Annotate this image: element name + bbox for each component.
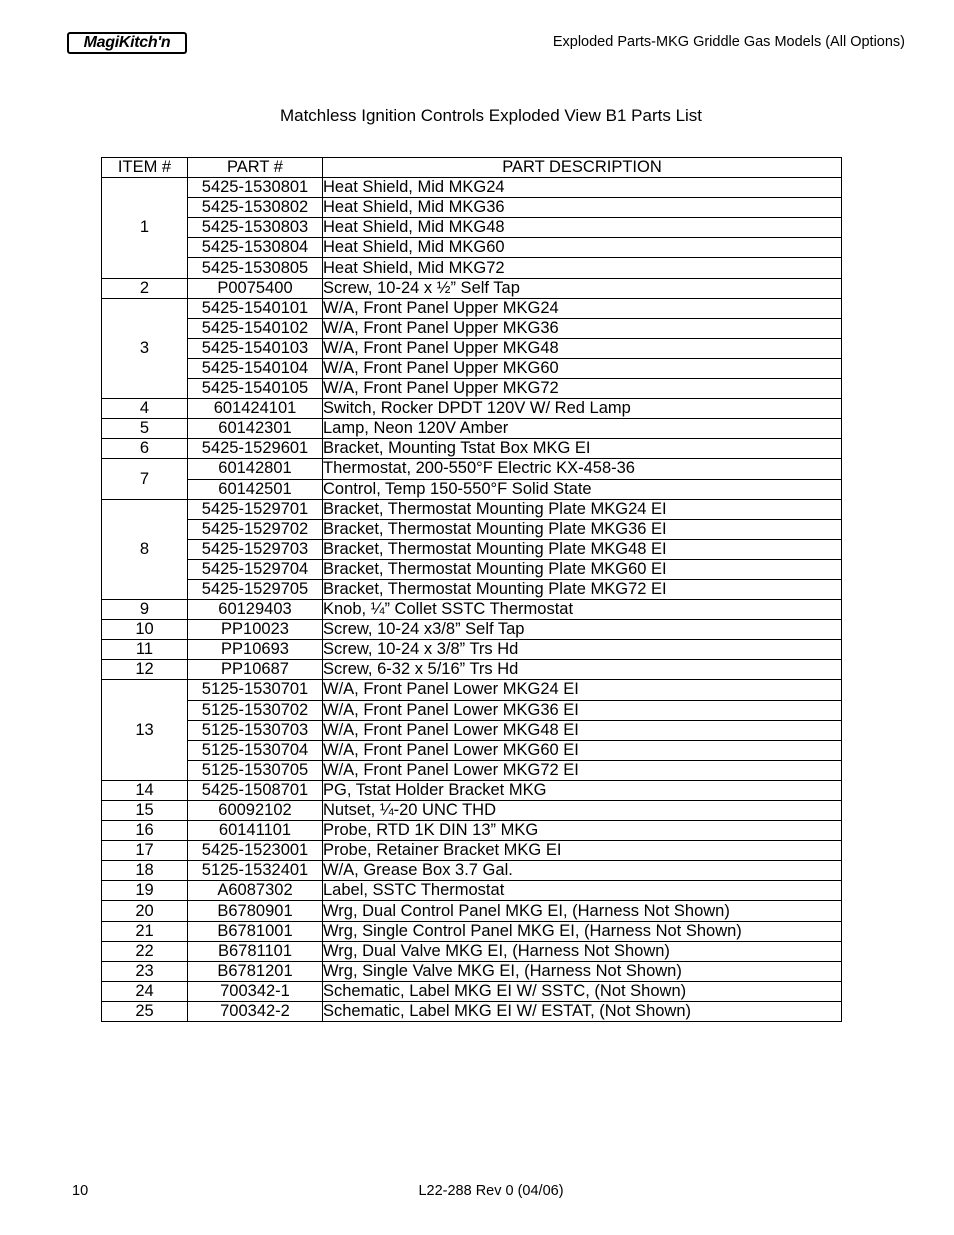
- part-description-cell: Probe, Retainer Bracket MKG EI: [323, 841, 842, 861]
- part-number-cell: 5425-1540102: [188, 318, 323, 338]
- header-title: Exploded Parts-MKG Griddle Gas Models (All Options): [552, 34, 905, 50]
- part-description-cell: W/A, Front Panel Lower MKG24 EI: [323, 680, 842, 700]
- part-number-cell: 5425-1540105: [188, 379, 323, 399]
- table-row: [102, 579, 842, 599]
- item-number-cell: 15: [102, 801, 188, 821]
- table-row: [102, 760, 842, 780]
- part-number-cell: 5125-1530702: [188, 700, 323, 720]
- table-row: [102, 861, 842, 881]
- item-number-cell: 4: [102, 399, 188, 419]
- part-number-cell: 60141101: [188, 821, 323, 841]
- part-number-cell: P0075400: [188, 278, 323, 298]
- part-description-cell: Lamp, Neon 120V Amber: [323, 419, 842, 439]
- part-number-cell: 5425-1530805: [188, 258, 323, 278]
- table-row: [102, 298, 842, 318]
- part-description-cell: Bracket, Mounting Tstat Box MKG EI: [323, 439, 842, 459]
- part-description-cell: W/A, Front Panel Upper MKG48: [323, 338, 842, 358]
- table-row: [102, 600, 842, 620]
- part-description-cell: Wrg, Single Valve MKG EI, (Harness Not Shown): [323, 961, 842, 981]
- part-number-cell: 5425-1530803: [188, 218, 323, 238]
- brand-logo-text: MagiKitch'n: [83, 34, 171, 51]
- part-number-cell: 60142301: [188, 419, 323, 439]
- part-number-cell: 5425-1529705: [188, 579, 323, 599]
- part-description-cell: Heat Shield, Mid MKG24: [323, 178, 842, 198]
- part-number-cell: 5425-1530802: [188, 198, 323, 218]
- part-number-cell: 700342-1: [188, 981, 323, 1001]
- item-number-cell: 16: [102, 821, 188, 841]
- item-number-cell: 18: [102, 861, 188, 881]
- table-row: [102, 660, 842, 680]
- part-number-cell: PP10693: [188, 640, 323, 660]
- part-description-cell: Bracket, Thermostat Mounting Plate MKG60 EI: [323, 559, 842, 579]
- part-description-cell: Heat Shield, Mid MKG48: [323, 218, 842, 238]
- part-description-cell: Control, Temp 150-550°F Solid State: [323, 479, 842, 499]
- part-number-cell: 5125-1530705: [188, 760, 323, 780]
- part-description-cell: Schematic, Label MKG EI W/ ESTAT, (Not Shown): [323, 1001, 842, 1021]
- item-number-cell: 20: [102, 901, 188, 921]
- table-row: [102, 519, 842, 539]
- item-number-cell: 22: [102, 941, 188, 961]
- part-description-cell: W/A, Front Panel Lower MKG60 EI: [323, 740, 842, 760]
- item-number-cell: 5: [102, 419, 188, 439]
- table-row: [102, 640, 842, 660]
- item-number-cell: 11: [102, 640, 188, 660]
- part-description-cell: W/A, Grease Box 3.7 Gal.: [323, 861, 842, 881]
- part-description-cell: Screw, 10-24 x3/8” Self Tap: [323, 620, 842, 640]
- item-number-cell: 3: [102, 298, 188, 398]
- part-description-cell: W/A, Front Panel Upper MKG60: [323, 358, 842, 378]
- part-description-cell: Wrg, Dual Control Panel MKG EI, (Harness Not Shown): [323, 901, 842, 921]
- part-description-cell: Schematic, Label MKG EI W/ SSTC, (Not Shown): [323, 981, 842, 1001]
- part-description-cell: Screw, 10-24 x 3/8” Trs Hd: [323, 640, 842, 660]
- part-number-cell: 601424101: [188, 399, 323, 419]
- part-number-cell: PP10687: [188, 660, 323, 680]
- table-row: [102, 439, 842, 459]
- part-number-cell: 5125-1530701: [188, 680, 323, 700]
- part-description-cell: Heat Shield, Mid MKG60: [323, 238, 842, 258]
- part-number-cell: 5425-1529702: [188, 519, 323, 539]
- part-number-cell: 5425-1529701: [188, 499, 323, 519]
- table-row: [102, 278, 842, 298]
- part-number-cell: 60142501: [188, 479, 323, 499]
- item-number-cell: 19: [102, 881, 188, 901]
- part-description-cell: Screw, 10-24 x ½” Self Tap: [323, 278, 842, 298]
- table-row: [102, 680, 842, 700]
- item-number-cell: 21: [102, 921, 188, 941]
- part-number-cell: PP10023: [188, 620, 323, 640]
- table-row: [102, 1001, 842, 1021]
- part-description-cell: Switch, Rocker DPDT 120V W/ Red Lamp: [323, 399, 842, 419]
- column-header-part: PART #: [188, 158, 323, 178]
- item-number-cell: 24: [102, 981, 188, 1001]
- part-description-cell: W/A, Front Panel Upper MKG36: [323, 318, 842, 338]
- table-row: [102, 981, 842, 1001]
- table-row: [102, 358, 842, 378]
- item-number-cell: 6: [102, 439, 188, 459]
- table-row: [102, 801, 842, 821]
- table-row: [102, 901, 842, 921]
- column-header-description: PART DESCRIPTION: [323, 158, 842, 178]
- table-row: [102, 198, 842, 218]
- parts-table: [101, 157, 842, 1022]
- part-number-cell: 5425-1529703: [188, 539, 323, 559]
- table-row: [102, 338, 842, 358]
- item-number-cell: 7: [102, 459, 188, 499]
- item-number-cell: 12: [102, 660, 188, 680]
- part-number-cell: B6781201: [188, 961, 323, 981]
- part-number-cell: B6780901: [188, 901, 323, 921]
- item-number-cell: 14: [102, 780, 188, 800]
- part-description-cell: W/A, Front Panel Upper MKG72: [323, 379, 842, 399]
- parts-table-body: [102, 178, 842, 1022]
- item-number-cell: 13: [102, 680, 188, 780]
- table-row: [102, 318, 842, 338]
- table-row: [102, 821, 842, 841]
- parts-list-title: Matchless Ignition Controls Exploded View B1 Parts List: [279, 106, 703, 125]
- table-row: [102, 539, 842, 559]
- part-description-cell: Screw, 6-32 x 5/16” Trs Hd: [323, 660, 842, 680]
- table-row: [102, 780, 842, 800]
- part-description-cell: Bracket, Thermostat Mounting Plate MKG36 EI: [323, 519, 842, 539]
- part-description-cell: W/A, Front Panel Lower MKG48 EI: [323, 720, 842, 740]
- part-description-cell: Bracket, Thermostat Mounting Plate MKG24 EI: [323, 499, 842, 519]
- table-row: [102, 459, 842, 479]
- part-number-cell: 60142801: [188, 459, 323, 479]
- table-row: [102, 740, 842, 760]
- part-number-cell: 5425-1508701: [188, 780, 323, 800]
- part-description-cell: Bracket, Thermostat Mounting Plate MKG48 EI: [323, 539, 842, 559]
- part-number-cell: 5425-1530804: [188, 238, 323, 258]
- part-description-cell: Wrg, Single Control Panel MKG EI, (Harness Not Shown): [323, 921, 842, 941]
- part-number-cell: 5425-1530801: [188, 178, 323, 198]
- table-row: [102, 720, 842, 740]
- table-row: [102, 499, 842, 519]
- column-header-item: ITEM #: [102, 158, 188, 178]
- part-number-cell: 700342-2: [188, 1001, 323, 1021]
- item-number-cell: 23: [102, 961, 188, 981]
- part-description-cell: W/A, Front Panel Lower MKG36 EI: [323, 700, 842, 720]
- page-number: 10: [72, 1183, 89, 1199]
- item-number-cell: 17: [102, 841, 188, 861]
- part-number-cell: 5125-1532401: [188, 861, 323, 881]
- table-row: [102, 178, 842, 198]
- item-number-cell: 10: [102, 620, 188, 640]
- part-description-cell: W/A, Front Panel Lower MKG72 EI: [323, 760, 842, 780]
- table-row: [102, 941, 842, 961]
- table-row: [102, 218, 842, 238]
- table-row: [102, 258, 842, 278]
- table-row: [102, 620, 842, 640]
- table-header-row: [102, 158, 842, 178]
- part-number-cell: A6087302: [188, 881, 323, 901]
- item-number-cell: 2: [102, 278, 188, 298]
- part-description-cell: Probe, RTD 1K DIN 13” MKG: [323, 821, 842, 841]
- table-row: [102, 881, 842, 901]
- part-number-cell: 5425-1540101: [188, 298, 323, 318]
- part-number-cell: B6781101: [188, 941, 323, 961]
- part-description-cell: Thermostat, 200-550°F Electric KX-458-36: [323, 459, 842, 479]
- part-number-cell: 5425-1529601: [188, 439, 323, 459]
- part-number-cell: 5125-1530703: [188, 720, 323, 740]
- table-row: [102, 841, 842, 861]
- part-number-cell: 60129403: [188, 600, 323, 620]
- table-row: [102, 559, 842, 579]
- table-row: [102, 961, 842, 981]
- part-description-cell: Knob, ¼” Collet SSTC Thermostat: [323, 600, 842, 620]
- part-description-cell: Heat Shield, Mid MKG72: [323, 258, 842, 278]
- brand-logo: [67, 32, 187, 54]
- table-row: [102, 700, 842, 720]
- part-description-cell: W/A, Front Panel Upper MKG24: [323, 298, 842, 318]
- item-number-cell: 25: [102, 1001, 188, 1021]
- item-number-cell: 8: [102, 499, 188, 599]
- table-row: [102, 379, 842, 399]
- part-number-cell: 5425-1523001: [188, 841, 323, 861]
- part-number-cell: 5425-1540104: [188, 358, 323, 378]
- item-number-cell: 9: [102, 600, 188, 620]
- part-number-cell: 5425-1540103: [188, 338, 323, 358]
- part-description-cell: Heat Shield, Mid MKG36: [323, 198, 842, 218]
- part-description-cell: Bracket, Thermostat Mounting Plate MKG72 EI: [323, 579, 842, 599]
- part-number-cell: 5125-1530704: [188, 740, 323, 760]
- table-row: [102, 238, 842, 258]
- item-number-cell: 1: [102, 178, 188, 278]
- part-number-cell: B6781001: [188, 921, 323, 941]
- table-row: [102, 921, 842, 941]
- part-description-cell: Nutset, ¼-20 UNC THD: [323, 801, 842, 821]
- part-description-cell: Wrg, Dual Valve MKG EI, (Harness Not Shown): [323, 941, 842, 961]
- table-row: [102, 479, 842, 499]
- part-description-cell: PG, Tstat Holder Bracket MKG: [323, 780, 842, 800]
- part-description-cell: Label, SSTC Thermostat: [323, 881, 842, 901]
- table-row: [102, 399, 842, 419]
- part-number-cell: 5425-1529704: [188, 559, 323, 579]
- table-row: [102, 419, 842, 439]
- document-revision: L22-288 Rev 0 (04/06): [418, 1183, 564, 1199]
- part-number-cell: 60092102: [188, 801, 323, 821]
